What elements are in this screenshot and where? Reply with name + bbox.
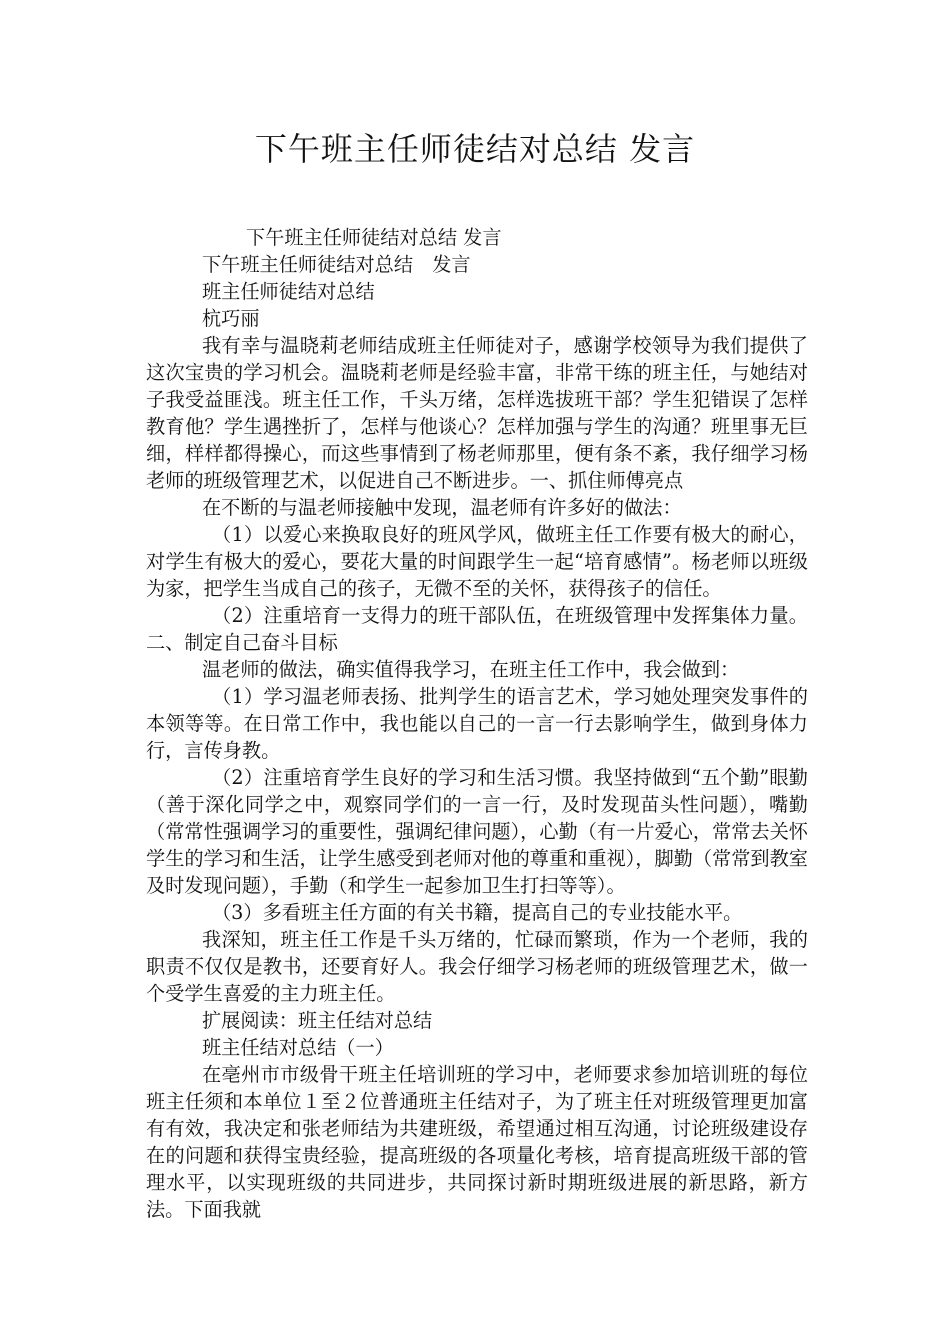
author-name: 杭巧丽 [202,307,260,330]
document-body [146,224,808,1223]
paragraph: 在不断的与温老师接触中发现，温老师有许多好的做法： [202,496,682,519]
paragraph: （3）多看班主任方面的有关书籍，提高自己的专业技能水平。 [212,901,743,924]
paragraph: 我有幸与温晓莉老师结成班主任师徒对子，感谢学校领导为我们提供了这次宝贵的学习机会。温晓莉老师是经验丰富，非常干练的班主任，与她结对子我受益匪浅。班主任工作，千头万绪，怎样选拔班干部？学生犯错误了怎样教育他？学生遇挫折了，怎样与他谈心？怎样加强与学生的沟通？班里事无巨细，样样都得操心，而这些事情到了杨老师那里，便有条不紊，我仔细学习杨老师的班级管理艺术，以促进自己不断进步。一、抓住师傅亮点 [146,334,808,492]
paragraph: 下午班主任师徒结对总结 发言 [246,226,502,249]
paragraph: 温老师的做法，确实值得我学习，在班主任工作中，我会做到： [202,658,740,681]
section-heading: 班主任结对总结（一） [202,1036,394,1059]
paragraph: 在亳州市市级骨干班主任培训班的学习中，老师要求参加培训班的每位班主任须和本单位１至２位普通班主任结对子，为了班主任对班级管理更加富有有效，我决定和张老师结为共建班级，希望通过相互沟通，讨论班级建设存在的问题和获得宝贵经验，提高班级的各项量化考核，培育提高班级干部的管理水平，以实现班级的共同进步，共同探讨新时期班级进展的新思路，新方法。下面我就 [146,1063,808,1221]
section-heading: 扩展阅读：班主任结对总结 [202,1009,433,1032]
paragraph: （1）以爱心来换取良好的班风学风，做班主任工作要有极大的耐心，对学生有极大的爱心，要花大量的时间跟学生一起“培育感情”。杨老师以班级为家，把学生当成自己的孩子，无微不至的关怀，获得孩子的信任。 [146,523,808,600]
document-title: 下午班主任师徒结对总结 发言 [254,130,696,168]
paragraph: （1）学习温老师表扬、批判学生的语言艺术，学习她处理突发事件的本领等等。在日常工作中，我也能以自己的一言一行去影响学生，做到身体力行，言传身教。 [146,685,808,762]
paragraph: 班主任师徒结对总结 [202,280,375,303]
paragraph: 我深知，班主任工作是千头万绪的，忙碌而繁琐，作为一个老师，我的职责不仅仅是教书，还要育好人。我会仔细学习杨老师的班级管理艺术，做一个受学生喜爱的主力班主任。 [146,928,808,1005]
paragraph: 下午班主任师徒结对总结 发言 [202,253,471,276]
paragraph: （2）注重培育一支得力的班干部队伍，在班级管理中发挥集体力量。二、制定自己奋斗目标 [146,604,808,654]
paragraph: （2）注重培育学生良好的学习和生活习惯。我坚持做到“五个勤”眼勤（善于深化同学之中，观察同学们的一言一行，及时发现苗头性问题），嘴勤（常常性强调学习的重要性，强调纪律问题），心勤（有一片爱心，常常去关怀学生的学习和生活，让学生感受到老师对他的尊重和重视），脚勤（常常到教室及时发现问题），手勤（和学生一起参加卫生打扫等等）。 [146,766,808,897]
